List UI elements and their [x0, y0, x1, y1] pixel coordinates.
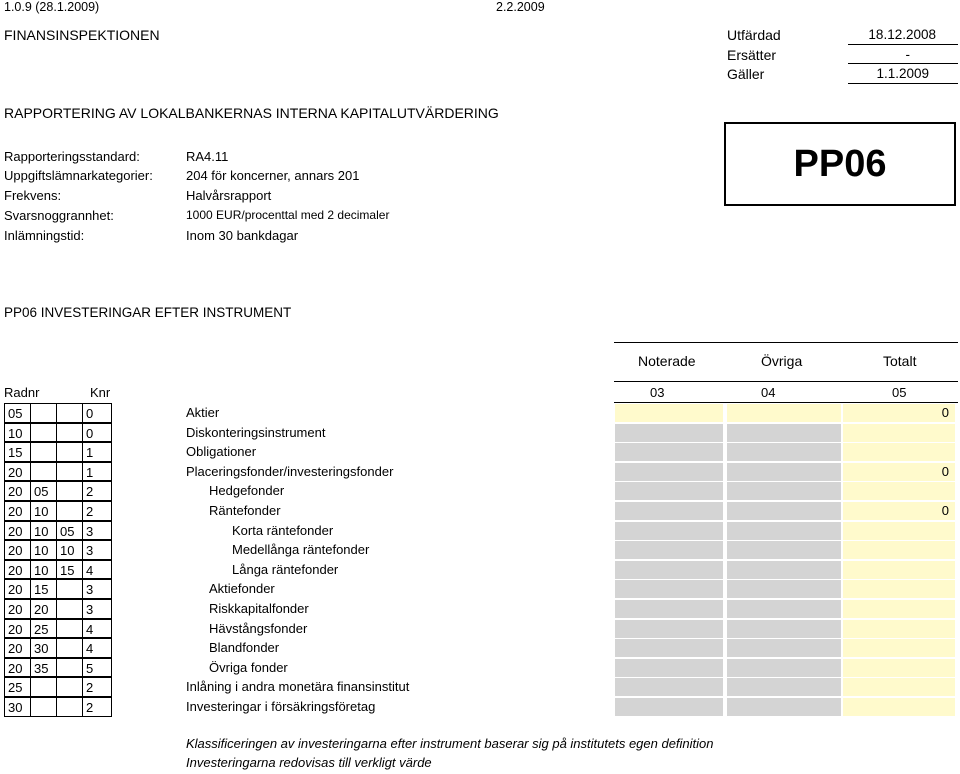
issued-label: Utfärdad: [727, 27, 781, 43]
radnr-part-1: 10: [4, 423, 30, 443]
radnr-part-1: 20: [4, 619, 30, 639]
cell-ovriga: [727, 639, 841, 657]
cell-noterade: [615, 443, 723, 461]
col-header-totalt: Totalt: [883, 353, 917, 369]
cell-totalt[interactable]: [843, 600, 955, 618]
radnr-part-3: [56, 403, 82, 423]
knr-cell: 4: [82, 619, 112, 639]
row-label: Räntefonder: [209, 503, 281, 518]
issue-divider: [848, 63, 958, 64]
knr-cell: 0: [82, 423, 112, 443]
radnr-part-1: 30: [4, 697, 30, 717]
knr-header: Knr: [90, 385, 111, 400]
cell-noterade: [615, 659, 723, 677]
radnr-part-2: 05: [30, 481, 56, 501]
radnr-part-3: [56, 638, 82, 658]
cell-totalt[interactable]: [843, 678, 955, 696]
issue-divider: [848, 44, 958, 45]
cell-totalt[interactable]: [843, 463, 955, 481]
radnr-part-1: 25: [4, 677, 30, 697]
total-value: 0: [941, 503, 949, 518]
cell-totalt[interactable]: [843, 639, 955, 657]
radnr-part-3: [56, 423, 82, 443]
radnr-part-2: 10: [30, 501, 56, 521]
knr-cell: 4: [82, 638, 112, 658]
table-row: [4, 540, 957, 560]
radnr-part-1: 20: [4, 481, 30, 501]
row-label: Riskkapitalfonder: [209, 601, 309, 616]
footnote: Investeringarna redovisas till verkligt värde: [186, 755, 432, 770]
radnr-part-3: [56, 619, 82, 639]
radnr-part-1: 20: [4, 501, 30, 521]
radnr-part-3: [56, 481, 82, 501]
radnr-part-2: 10: [30, 521, 56, 541]
row-label: Korta räntefonder: [232, 522, 334, 538]
form-code-box: PP06: [724, 122, 956, 206]
cell-totalt[interactable]: [843, 580, 955, 598]
row-label: Långa räntefonder: [232, 561, 339, 577]
radnr-part-2: 35: [30, 658, 56, 678]
radnr-part-2: [30, 442, 56, 462]
knr-cell: 3: [82, 521, 112, 541]
cell-totalt[interactable]: [843, 502, 955, 520]
knr-cell: 2: [82, 481, 112, 501]
cell-ovriga: [727, 502, 841, 520]
cell-ovriga[interactable]: [727, 404, 841, 422]
table-row: [4, 403, 957, 423]
col-code-05: 05: [892, 385, 907, 400]
table-row: [4, 658, 957, 678]
replaces-value: -: [905, 47, 910, 62]
meta-value: 204 för koncerner, annars 201: [186, 168, 360, 183]
row-label: Blandfonder: [209, 640, 280, 656]
meta-label: Rapporteringsstandard:: [4, 149, 140, 164]
cell-noterade: [615, 541, 723, 559]
table-row: [4, 521, 957, 541]
radnr-part-2: [30, 403, 56, 423]
radnr-header: Radnr: [4, 385, 40, 400]
row-label: Obligationer: [186, 444, 257, 460]
cell-totalt[interactable]: [843, 698, 955, 716]
meta-value: Halvårsrapport: [186, 188, 272, 203]
table-row: [4, 697, 957, 717]
row-label: Hedgefonder: [209, 483, 285, 499]
table-row: [4, 560, 957, 580]
cell-noterade: [615, 580, 723, 598]
cell-totalt[interactable]: [843, 404, 955, 422]
radnr-part-1: 20: [4, 521, 30, 541]
radnr-part-1: 20: [4, 579, 30, 599]
radnr-part-3: [56, 599, 82, 619]
table-row: [4, 423, 957, 443]
cell-noterade: [615, 620, 723, 638]
radnr-part-2: 15: [30, 579, 56, 599]
cell-noterade: [615, 600, 723, 618]
row-label: Diskonteringsinstrument: [186, 424, 326, 440]
cell-ovriga: [727, 541, 841, 559]
meta-label: Frekvens:: [4, 188, 62, 203]
table-row: [4, 501, 957, 521]
table-row: [4, 599, 957, 619]
radnr-part-2: 30: [30, 638, 56, 658]
radnr-part-2: 10: [30, 560, 56, 580]
row-label: Investeringar i försäkringsföretag: [186, 699, 376, 714]
radnr-part-1: 15: [4, 442, 30, 462]
footnote: Klassificeringen av investeringarna efter instrument baserar sig på institutets egen definition: [186, 736, 714, 751]
radnr-part-1: 20: [4, 462, 30, 482]
cell-ovriga: [727, 698, 841, 716]
code-row: [614, 383, 958, 403]
cell-noterade: [615, 698, 723, 716]
radnr-part-2: 25: [30, 619, 56, 639]
cell-noterade: [615, 482, 723, 500]
cell-ovriga: [727, 463, 841, 481]
cell-totalt[interactable]: [843, 482, 955, 500]
replaces-label: Ersätter: [727, 47, 777, 63]
radnr-part-1: 20: [4, 638, 30, 658]
issued-value: 18.12.2008: [868, 27, 936, 42]
cell-totalt[interactable]: [843, 659, 955, 677]
table-row: [4, 638, 957, 658]
cell-noterade: [615, 678, 723, 696]
col-code-04: 04: [761, 385, 776, 400]
radnr-part-2: 20: [30, 599, 56, 619]
knr-cell: 5: [82, 658, 112, 678]
cell-noterade: [615, 463, 723, 481]
radnr-part-3: 05: [56, 521, 82, 541]
knr-cell: 4: [82, 560, 112, 580]
cell-ovriga: [727, 620, 841, 638]
row-label: Hävstångsfonder: [209, 620, 308, 636]
row-label: Inlåning i andra monetära finansinstitut: [186, 679, 410, 695]
cell-ovriga: [727, 522, 841, 540]
radnr-part-1: 20: [4, 658, 30, 678]
radnr-part-3: [56, 658, 82, 678]
radnr-part-2: [30, 677, 56, 697]
radnr-part-3: [56, 462, 82, 482]
radnr-part-1: 20: [4, 540, 30, 560]
row-label: Övriga fonder: [209, 659, 288, 675]
knr-cell: 3: [82, 540, 112, 560]
radnr-part-3: 10: [56, 540, 82, 560]
cell-ovriga: [727, 678, 841, 696]
cell-noterade[interactable]: [615, 404, 723, 422]
authority-name: FINANSINSPEKTIONEN: [4, 27, 160, 43]
cell-ovriga: [727, 561, 841, 579]
cell-totalt[interactable]: [843, 561, 955, 579]
knr-cell: 2: [82, 501, 112, 521]
row-label: Aktier: [186, 405, 220, 420]
radnr-part-1: 20: [4, 560, 30, 580]
version-label: 1.0.9 (28.1.2009): [4, 0, 100, 14]
knr-cell: 1: [82, 462, 112, 482]
section-title: PP06 INVESTERINGAR EFTER INSTRUMENT: [4, 305, 292, 320]
cell-ovriga: [727, 424, 841, 442]
report-title: RAPPORTERING AV LOKALBANKERNAS INTERNA KAPITALUTVÄRDERING: [4, 105, 499, 121]
knr-cell: 2: [82, 697, 112, 717]
table-row: [4, 619, 957, 639]
knr-cell: 2: [82, 677, 112, 697]
radnr-part-2: 10: [30, 540, 56, 560]
cell-ovriga: [727, 580, 841, 598]
radnr-part-3: [56, 677, 82, 697]
issue-divider: [848, 83, 958, 84]
cell-ovriga: [727, 600, 841, 618]
cell-noterade: [615, 522, 723, 540]
radnr-part-3: [56, 579, 82, 599]
radnr-part-3: [56, 697, 82, 717]
cell-ovriga: [727, 482, 841, 500]
row-label: Placeringsfonder/investeringsfonder: [186, 463, 394, 479]
cell-noterade: [615, 424, 723, 442]
row-label: Aktiefonder: [209, 581, 275, 597]
valid-value: 1.1.2009: [876, 66, 929, 81]
col-code-03: 03: [650, 385, 665, 400]
col-header-ovriga: Övriga: [761, 353, 803, 369]
knr-cell: 3: [82, 599, 112, 619]
cell-totalt[interactable]: [843, 620, 955, 638]
knr-cell: 0: [82, 403, 112, 423]
table-row: [4, 462, 957, 482]
meta-label: Inlämningstid:: [4, 228, 85, 243]
meta-label: Uppgiftslämnarkategorier:: [4, 168, 153, 183]
col-header-noterade: Noterade: [638, 353, 696, 369]
cell-noterade: [615, 561, 723, 579]
meta-value: 1000 EUR/procenttal med 2 decimaler: [186, 208, 390, 222]
cell-totalt[interactable]: [843, 522, 955, 540]
radnr-part-3: [56, 442, 82, 462]
cell-totalt[interactable]: [843, 443, 955, 461]
meta-value: Inom 30 bankdagar: [186, 228, 299, 243]
cell-noterade: [615, 639, 723, 657]
cell-noterade: [615, 502, 723, 520]
radnr-part-2: [30, 462, 56, 482]
radnr-part-1: 05: [4, 403, 30, 423]
knr-cell: 3: [82, 579, 112, 599]
cell-ovriga: [727, 659, 841, 677]
row-label: Medellånga räntefonder: [232, 542, 370, 558]
table-row: [4, 579, 957, 599]
knr-cell: 1: [82, 442, 112, 462]
cell-ovriga: [727, 443, 841, 461]
table-row: [4, 481, 957, 501]
radnr-part-3: 15: [56, 560, 82, 580]
radnr-part-2: [30, 423, 56, 443]
cell-totalt[interactable]: [843, 541, 955, 559]
meta-label: Svarsnoggrannhet:: [4, 208, 114, 223]
radnr-part-3: [56, 501, 82, 521]
table-row: [4, 677, 957, 697]
meta-value: RA4.11: [186, 149, 229, 164]
column-header-band: [614, 342, 958, 382]
valid-label: Gäller: [727, 66, 765, 82]
print-date: 2.2.2009: [496, 0, 545, 14]
radnr-part-1: 20: [4, 599, 30, 619]
radnr-part-2: [30, 697, 56, 717]
cell-totalt[interactable]: [843, 424, 955, 442]
total-value: 0: [941, 463, 949, 479]
table-row: [4, 442, 957, 462]
total-value: 0: [941, 405, 949, 420]
